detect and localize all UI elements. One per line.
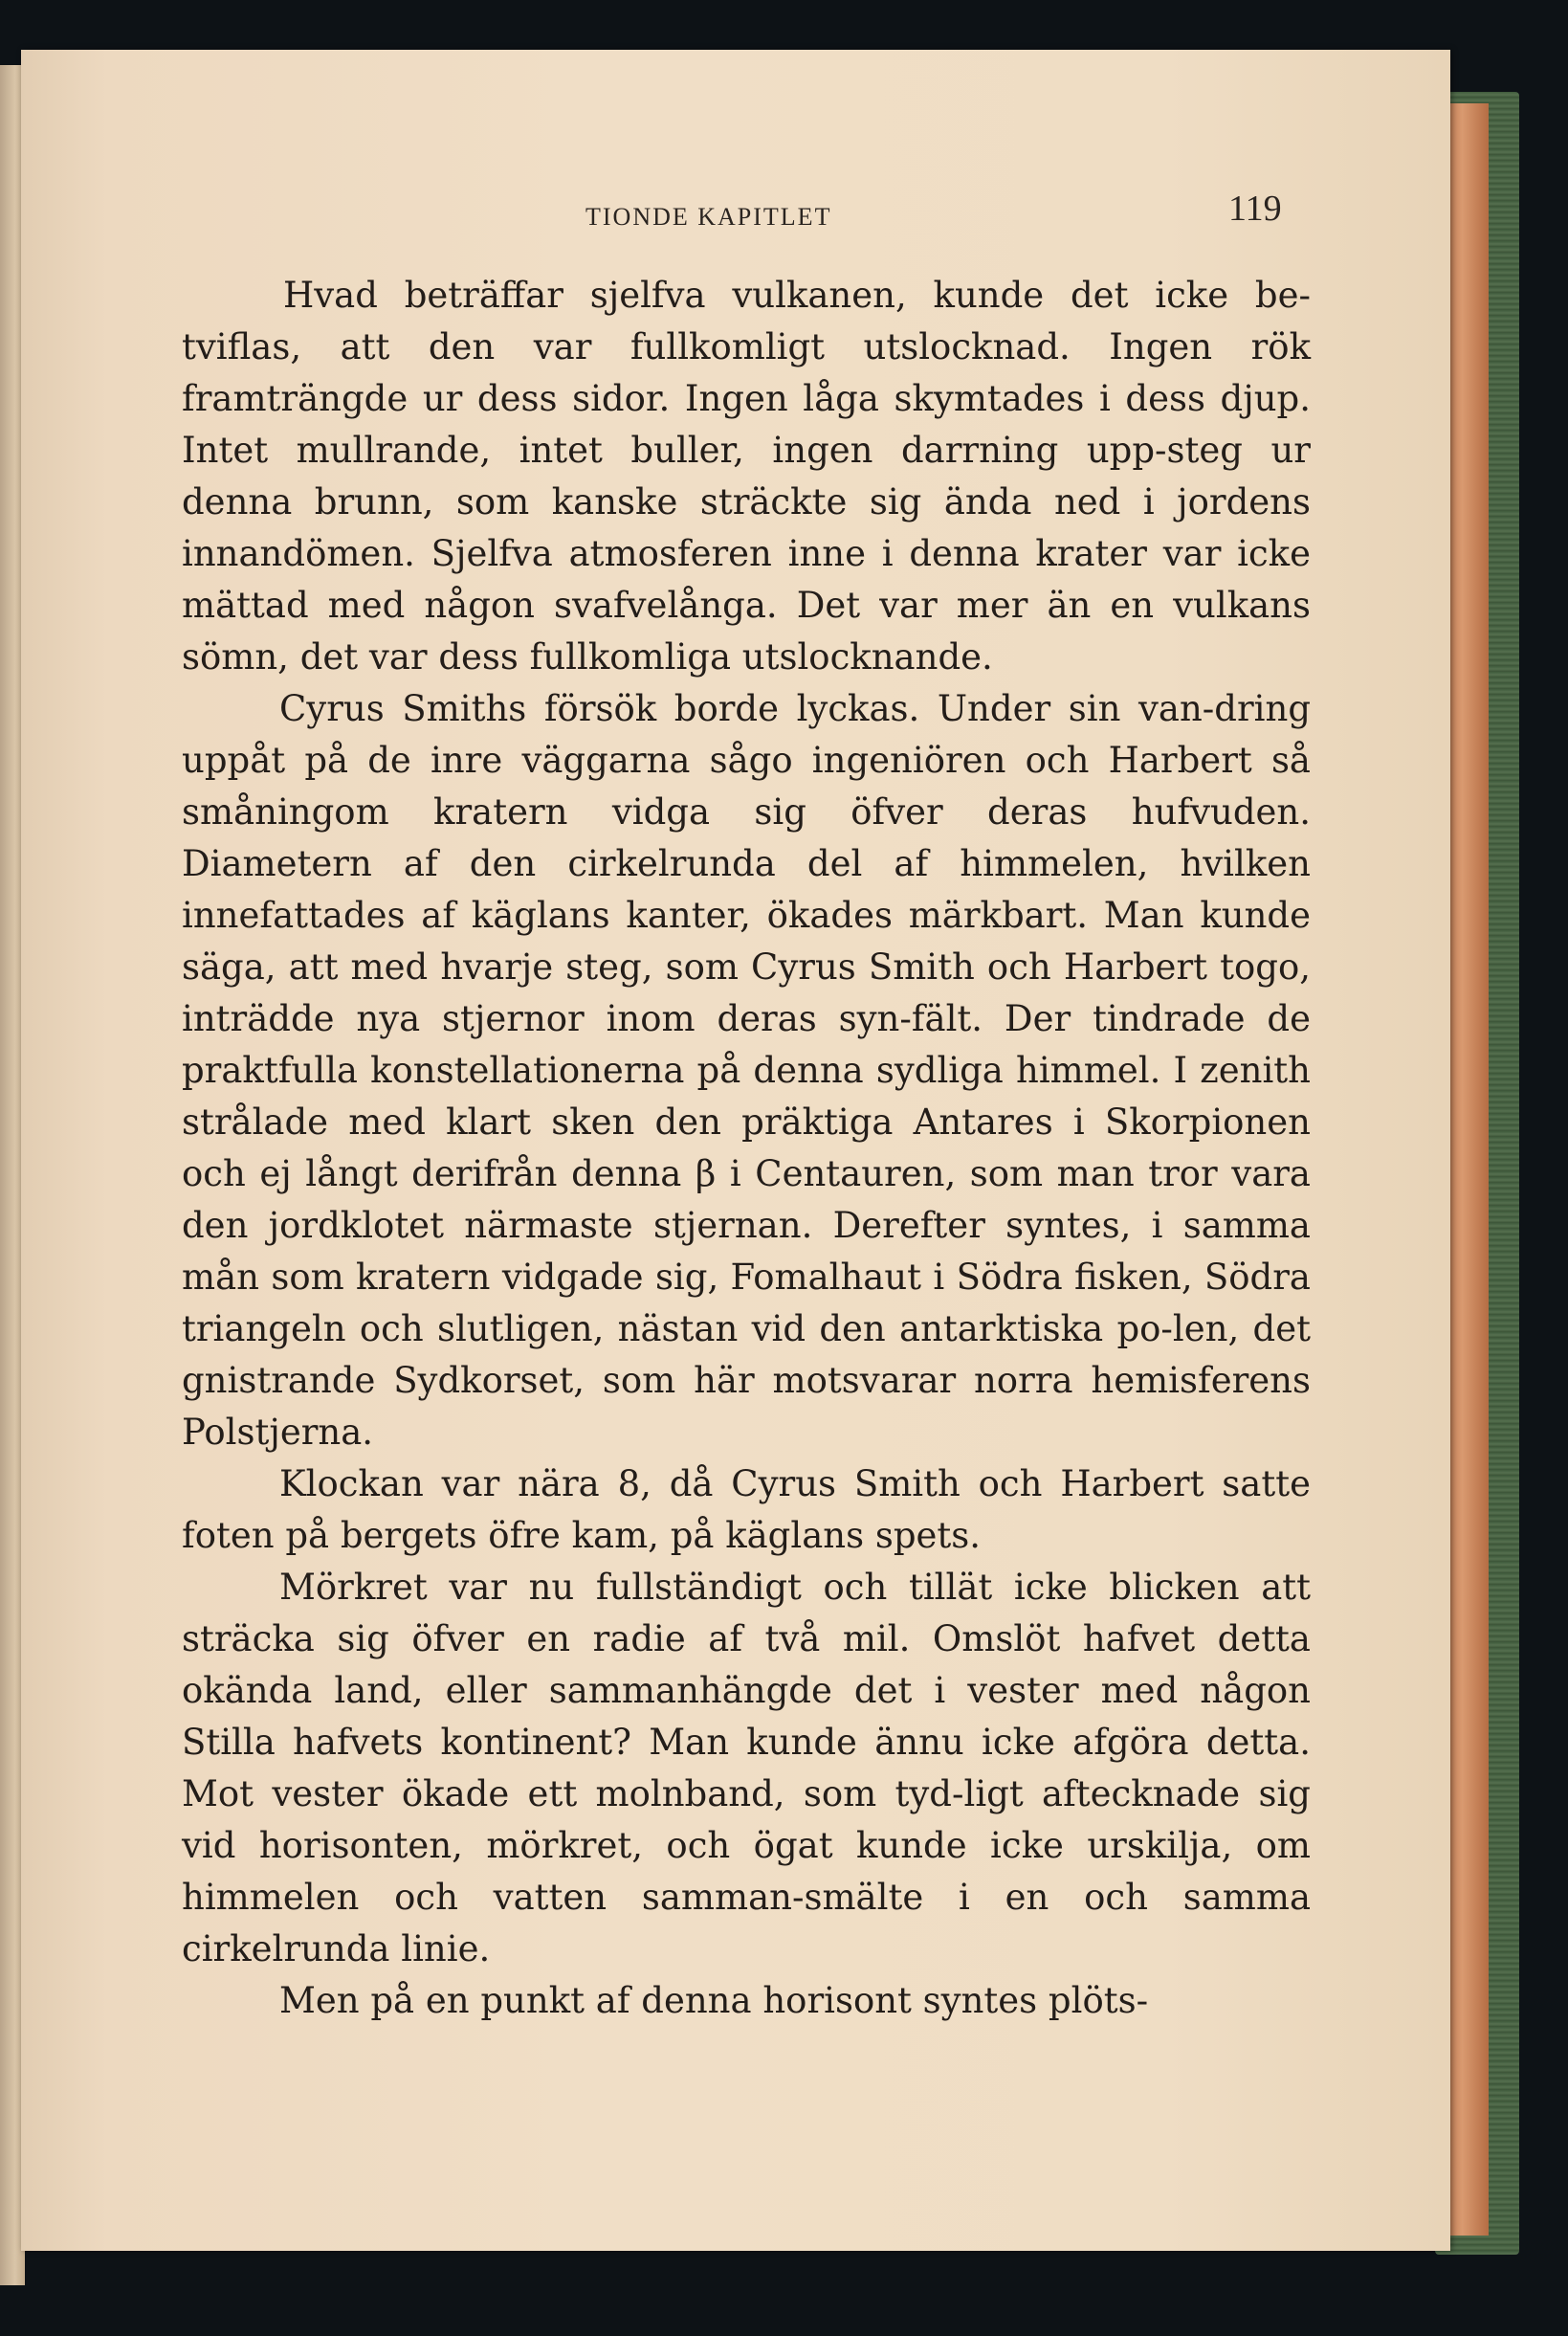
paragraph: Cyrus Smiths försök borde lyckas. Under sin van-dring uppåt på de inre väggarna sågo ingeniören och Harbert så småningom kratern vidga sig öfver deras hufvuden. Diametern af den cirkelrunda del af himmelen, hvilken innefattades af käglans kanter, ökades märkbart. Man kunde säga, att med hvarje steg, som Cyrus Smith och Harbert togo, inträdde nya stjernor inom deras syn-fält. Der tindrade de praktfulla konstellationerna på denna sydliga himmel. I zenith strålade med klart sken den präktiga Antares i Skorpionen och ej långt derifrån denna β i Centauren, som man tror vara den jordklotet närmaste stjernan. Derefter syntes, i samma mån som kratern vidgade sig, Fomalhaut i Södra fisken, Södra triangeln och slutligen, nästan vid den antarktiska po-len, det gnistrande Sydkorset, som här motsvarar norra hemisferens Polstjerna. xyxy=(182,688,1311,1453)
paragraph: Hvad beträffar sjelfva vulkanen, kunde det icke be-tviflas, att den var fullkomligt utslocknad. Ingen rök framträngde ur dess sidor. Ingen låga skymtades i dess djup. Intet mullrande, intet buller, ingen darrning upp-steg ur denna brunn, som kanske sträckte sig ända ned i jordens innandömen. Sjelfva atmosferen inne i denna krater var icke mättad med någon svafvelånga. Det var mer än en vulkans sömn, det var dess fullkomliga utslocknande. xyxy=(182,275,1311,678)
paragraph: Klockan var nära 8, då Cyrus Smith och Harbert satte foten på bergets öfre kam, på käglans spets. xyxy=(182,1463,1311,1556)
page-body xyxy=(182,270,1311,2027)
book-page xyxy=(21,50,1450,2251)
running-title: TIONDE KAPITLET xyxy=(585,203,832,231)
page-stack-edge xyxy=(1445,103,1489,2236)
paragraph: Men på en punkt af denna horisont syntes plöts- xyxy=(279,1980,1149,2021)
paragraph: Mörkret var nu fullständigt och tillät icke blicken att sträcka sig öfver en radie af två mil. Omslöt hafvet detta okända land, eller sammanhängde det i vester med någon Stilla hafvets kontinent? Man kunde ännu icke afgöra detta. Mot vester ökade ett molnband, som tyd-ligt aftecknade sig vid horisonten, mörkret, och ögat kunde icke urskilja, om himmelen och vatten samman-smälte i en och samma cirkelrunda linie. xyxy=(182,1567,1311,1969)
page-number: 119 xyxy=(1228,189,1282,229)
